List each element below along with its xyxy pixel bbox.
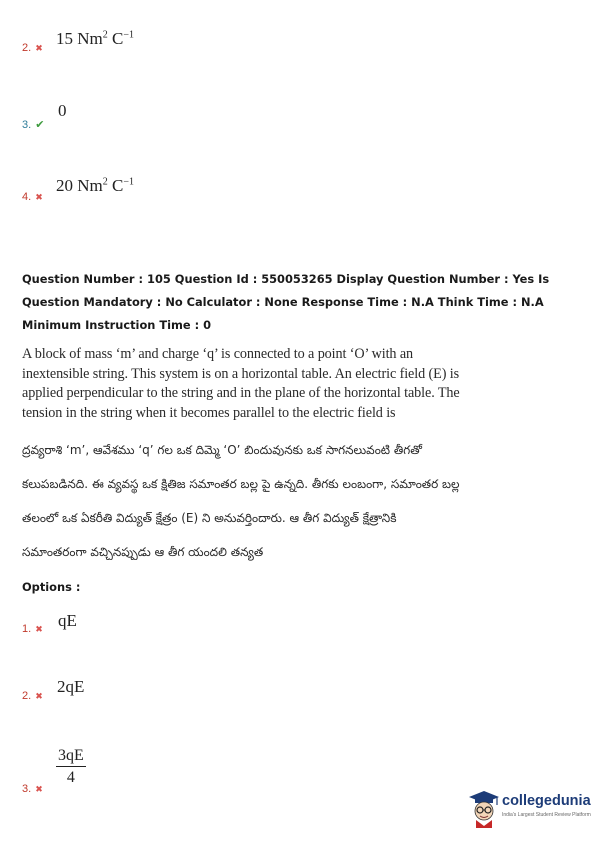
option-value: 20 Nm$^2$ $C^{-1}$ xyxy=(56,176,134,195)
question-text-telugu: ద్రవ్యరాశి ‘m’, ఆవేశము ‘q’ గల ఒక దిమ్మె ‘O’ బిందువునకు ఒక సాగనలువంటి తీగతో కలుపబడినది. ఈ వ్యవస్థ ఒక క్షితిజ సమాంతర బల్ల పై ఉన్నది. తీగకు లంబంగా, సమాంతర బల్ల తలంలో ఒక ఏకరీతి విద్యుత్ క్షేత్రం (E) ని అనువర్తిందారు. ఆ తీగ విద్యుత్ క్షేత్రానికి సమాంతరంగా వచ్చినప్పుడు ఆ తీగ యందలి తన్యత xyxy=(22,443,460,559)
check-icon: ✔ xyxy=(35,119,45,131)
option-value: 0 xyxy=(58,101,67,120)
option-number: 1. ✖ xyxy=(22,623,43,635)
cross-icon: ✖ xyxy=(35,784,43,794)
option-number: 4. ✖ xyxy=(22,191,43,203)
option-value: 15 Nm$^2$ $C^{-1}$ xyxy=(56,29,134,48)
option-fraction xyxy=(56,746,86,789)
collegedunia-logo xyxy=(468,790,590,830)
cross-icon: ✖ xyxy=(35,624,43,634)
option-number: 3. ✖ xyxy=(22,783,43,795)
brand-name: collegedunia xyxy=(502,793,591,809)
option-value: 2qE xyxy=(57,677,85,696)
options-heading: Options : xyxy=(22,580,81,594)
option-number: 3. ✔ xyxy=(22,119,45,131)
option-number: 2. ✖ xyxy=(22,42,43,54)
mascot-icon xyxy=(468,790,500,828)
brand-tagline: India's Largest Student Review Platform xyxy=(502,812,591,818)
fraction-numerator: 3qE xyxy=(56,746,86,767)
option-value: qE xyxy=(58,611,77,630)
fraction-denominator: 4 xyxy=(66,769,75,786)
cross-icon: ✖ xyxy=(35,691,43,701)
question-meta: Question Number : 105 Question Id : 550053265 Display Question Number : Yes Is Question Mandatory : No Calculator : None Response Time : N.A Think Time : N.A Minimum Instruction Time : 0 xyxy=(22,272,550,332)
question-text-english: A block of mass ‘m’ and charge ‘q’ is connected to a point ‘O’ with an inextensible string. This system is on a horizontal table. An electric field (E) is applied perpendicular to the string and in the plane of the horizontal table. The tension in the string when it becomes parallel to the electric field is xyxy=(22,346,460,421)
cross-icon: ✖ xyxy=(35,43,43,53)
option-number: 2. ✖ xyxy=(22,690,43,702)
cross-icon: ✖ xyxy=(35,192,43,202)
